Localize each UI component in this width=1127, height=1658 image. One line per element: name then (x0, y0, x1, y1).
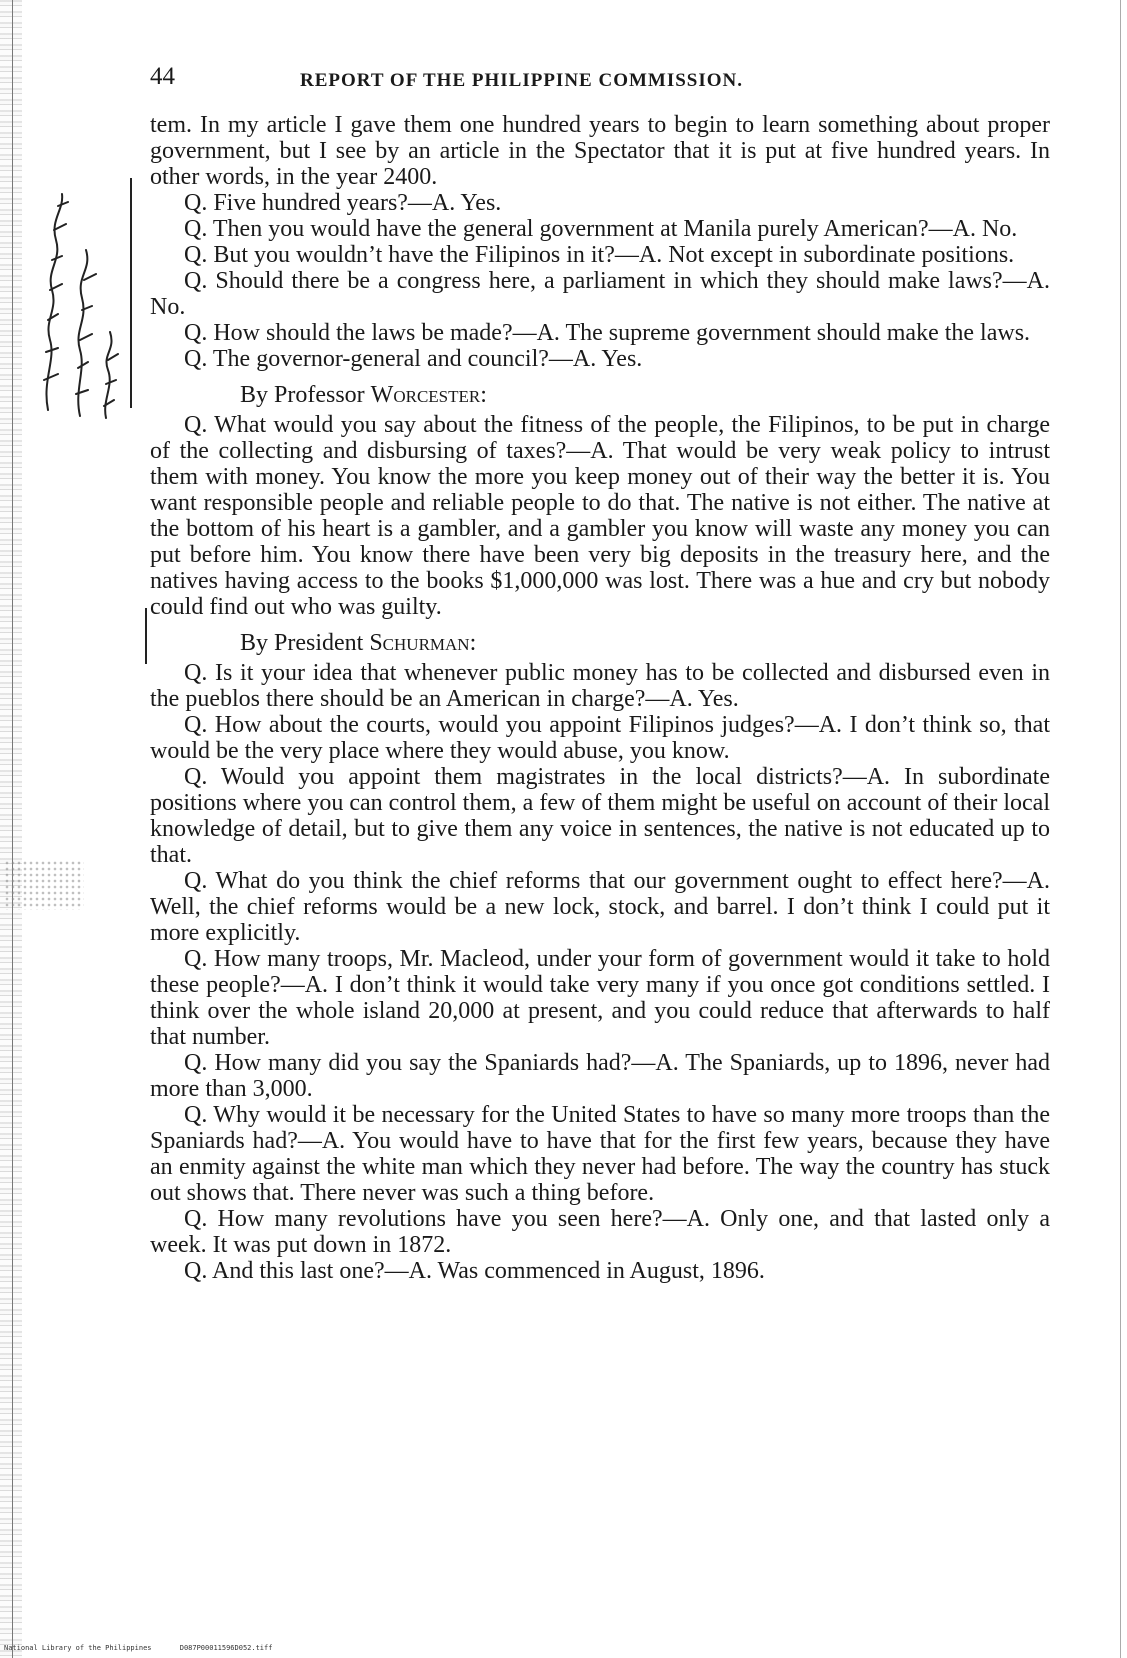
qa-paragraph: Q. Is it your idea that whenever public money has to be collected and disbursed even in the pueblos there should be an American in charge?—A. Yes. (150, 660, 1050, 712)
footer-library: National Library of the Philippines (4, 1644, 152, 1652)
qa-paragraph: Q. And this last one?—A. Was commenced in August, 1896. (184, 1258, 765, 1284)
page-right-edge (1120, 0, 1121, 1658)
speaker-suffix: : (480, 382, 487, 408)
opening-paragraph: tem. In my article I gave them one hundred years to begin to learn something about proper government, but I see by an article in the Spectator that it is put at five hundred years. In other words, in the year 2400. (150, 112, 1050, 190)
qa-paragraph: Q. How about the courts, would you appoint Filipinos judges?—A. I don’t think so, that would be the very place where they would abuse, you know. (150, 712, 1050, 764)
qa-paragraph: Q. How many troops, Mr. Macleod, under your form of government would it take to hold these people?—A. I don’t think it would take very many if you once got conditions settled. I think over the whole island 20,000 at present, and you could reduce that afterwards to half that number. (150, 946, 1050, 1050)
speaker-name: Worcester (370, 382, 481, 408)
speaker-prefix: By President (240, 630, 370, 656)
qa-paragraph: Q. Then you would have the general government at Manila purely American?—A. No. (184, 216, 1018, 242)
qa-paragraph: Q. Should there be a congress here, a parliament in which they should make laws?—A. No. (150, 268, 1050, 320)
qa-paragraph: Q. The governor-general and council?—A. Yes. (184, 346, 643, 372)
speaker-suffix: : (469, 630, 477, 656)
speaker-prefix: By Professor (240, 382, 371, 408)
qa-paragraph: Q. But you wouldn’t have the Filipinos in it?—A. Not except in subordinate positions. (184, 242, 1015, 268)
page-title: REPORT OF THE PHILIPPINE COMMISSION. (300, 70, 744, 91)
qa-paragraph: Q. How many did you say the Spaniards had?—A. The Spaniards, up to 1896, never had more than 3,000. (150, 1050, 1050, 1102)
qa-paragraph: Q. Would you appoint them magistrates in the local districts?—A. In subordinate positions where you can control them, a few of them might be useful on account of their local knowledge of detail, but to give them any voice in sentences, the native is not educated up to that. (150, 764, 1050, 868)
qa-paragraph: Q. How should the laws be made?—A. The supreme government should make the laws. (184, 320, 1031, 346)
qa-paragraph: Q. How many revolutions have you seen here?—A. Only one, and that lasted only a week. It was put down in 1872. (150, 1206, 1050, 1258)
speaker-heading (240, 382, 1050, 408)
scan-speckle (4, 860, 84, 910)
scan-edge (0, 0, 22, 1658)
handwritten-margin-note (22, 180, 142, 420)
document-page (150, 60, 1050, 1284)
scan-footer (4, 1644, 296, 1652)
margin-bracket-line (145, 608, 147, 664)
speaker-name: Schurman (369, 630, 470, 656)
body-text (150, 112, 1050, 1284)
page-number: 44 (150, 63, 175, 90)
margin-bracket-line (130, 178, 132, 408)
scan-binding-line (12, 0, 13, 1658)
speaker-heading (240, 630, 1050, 656)
qa-paragraph: Q. What do you think the chief reforms that our government ought to effect here?—A. Well, the chief reforms would be a new lock, stock, and barrel. I don’t think I could put it more explicitly. (150, 868, 1050, 946)
running-head (150, 60, 1050, 94)
footer-file: D087P00011596D052.tiff (179, 1644, 273, 1652)
qa-paragraph: Q. What would you say about the fitness of the people, the Filipinos, to be put in charge of the collecting and disbursing of taxes?—A. That would be very weak policy to intrust them with money. You know the more you keep money out of their way the better it is. You want responsible people and reliable people to do that. The native is not either. The native at the bottom of his heart is a gambler, and a gambler you know will waste any money you can put before him. You know there have been very big deposits in the treasury here, and the natives having access to the books $1,000,000 was lost. There was a hue and cry but nobody could find out who was guilty. (150, 412, 1050, 620)
qa-paragraph: Q. Why would it be necessary for the United States to have so many more troops than the Spaniards had?—A. You would have to have that for the first few years, because they have an enmity against the white man which they never had before. The way the country has stuck out shows that. There never was such a thing before. (150, 1102, 1050, 1206)
qa-paragraph: Q. Five hundred years?—A. Yes. (184, 190, 502, 216)
